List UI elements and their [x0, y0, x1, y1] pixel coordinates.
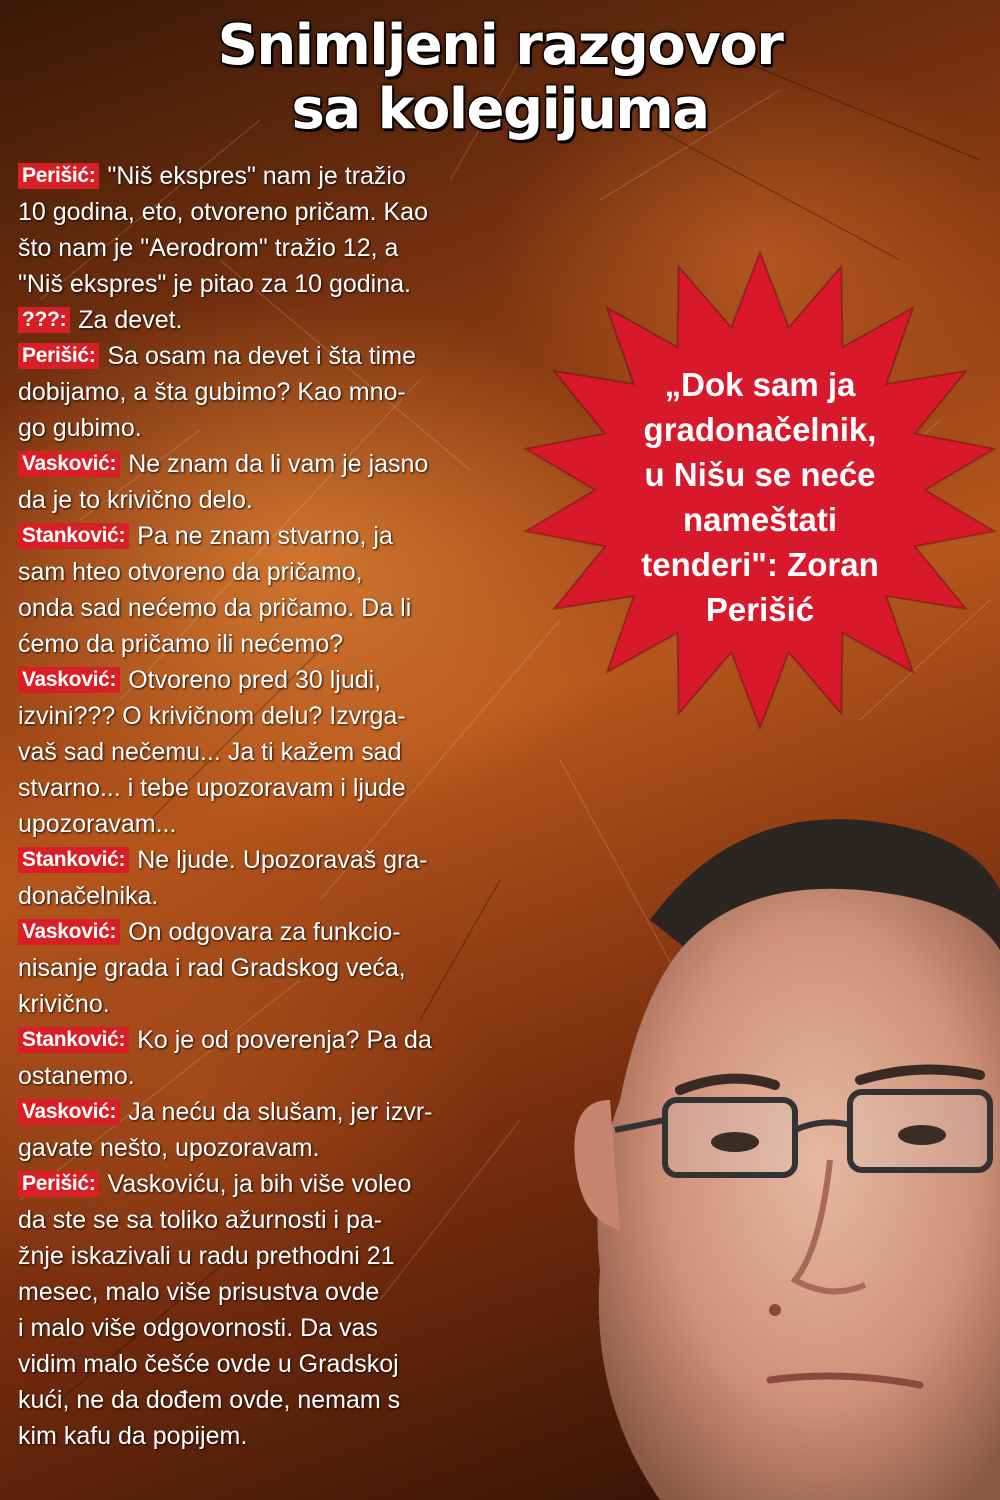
quote-line: tenderi": Zoran [641, 546, 879, 583]
transcript-line [18, 878, 530, 914]
transcript-text: Pa ne znam stvarno, ja [137, 522, 393, 550]
transcript-text: mesec, malo više prisustva ovde [18, 1278, 380, 1306]
transcript-line [18, 1166, 530, 1202]
transcript-line [18, 482, 530, 518]
transcript-text: Ne ljude. Upozoravaš gra- [137, 846, 428, 874]
transcript-line [18, 842, 530, 878]
transcript-line [18, 1418, 530, 1454]
transcript-line [18, 230, 530, 266]
speaker-label: Perišić: [18, 343, 99, 369]
transcript-line [18, 914, 530, 950]
quote-line: gradonačelnik, [643, 411, 877, 448]
transcript-text: On odgovara za funkcio- [128, 918, 401, 946]
transcript-line [18, 1202, 530, 1238]
pull-quote [560, 362, 960, 632]
transcript-line [18, 194, 530, 230]
transcript-line [18, 770, 530, 806]
speaker-label: Vasković: [18, 667, 120, 693]
quote-line: „Dok sam ja [664, 366, 856, 403]
transcript-line [18, 338, 530, 374]
transcript-line [18, 806, 530, 842]
speaker-label: Vasković: [18, 451, 120, 477]
transcript-line [18, 1274, 530, 1310]
transcript-line [18, 626, 530, 662]
transcript-text: Ja neću da slušam, jer izvr- [128, 1098, 433, 1126]
transcript-line [18, 410, 530, 446]
transcript-text: Vaskoviću, ja bih više voleo [107, 1170, 412, 1198]
transcript-line [18, 986, 530, 1022]
portrait-photo [530, 800, 1000, 1500]
transcript-text: ostanemo. [18, 1062, 135, 1090]
transcript-text: da je to krivično delo. [18, 486, 253, 514]
transcript-text: Za devet. [78, 306, 183, 334]
speaker-label: Stanković: [18, 1027, 129, 1053]
quote-line: u Nišu se neće [644, 456, 876, 493]
transcript-text: i malo više odgovornosti. Da vas [18, 1314, 378, 1342]
transcript-line [18, 734, 530, 770]
transcript-text: ćemo da pričamo ili nećemo? [18, 630, 344, 658]
transcript-text: žnje iskazivali u radu prethodni 21 [18, 1242, 395, 1270]
transcript-text: kući, ne da dođem ovde, nemam s [18, 1386, 401, 1414]
transcript-text: vidim malo češće ovde u Gradskoj [18, 1350, 399, 1378]
transcript-text: da ste se sa toliko ažurnosti i pa- [18, 1206, 383, 1234]
transcript-text: sam hteo otvoreno da pričamo, [18, 558, 363, 586]
transcript-text: Ko je od poverenja? Pa da [137, 1026, 432, 1054]
transcript-text: dobijamo, a šta gubimo? Kao mno- [18, 378, 406, 406]
transcript-text: upozoravam... [18, 810, 177, 838]
transcript-text: nisanje grada i rad Gradskog veća, [18, 954, 406, 982]
transcript-line [18, 1094, 530, 1130]
transcript [18, 158, 530, 1454]
transcript-line [18, 1058, 530, 1094]
transcript-line [18, 446, 530, 482]
speaker-label: Perišić: [18, 1171, 99, 1197]
headline-line-1: Snimljeni razgovor [217, 13, 783, 78]
transcript-text: "Niš ekspres" je pitao za 10 godina. [18, 270, 411, 298]
transcript-text: stvarno... i tebe upozoravam i ljude [18, 774, 406, 802]
transcript-line [18, 518, 530, 554]
transcript-line [18, 1130, 530, 1166]
transcript-line [18, 698, 530, 734]
transcript-text: donačelnika. [18, 882, 159, 910]
speaker-label: Stanković: [18, 523, 129, 549]
transcript-line [18, 950, 530, 986]
transcript-text: Ne znam da li vam je jasno [128, 450, 429, 478]
transcript-text: gavate nešto, upozoravam. [18, 1134, 320, 1162]
transcript-text: izvini??? O krivičnom delu? Izvrga- [18, 702, 406, 730]
transcript-text: "Niš ekspres" nam je tražio [107, 162, 406, 190]
transcript-line [18, 158, 530, 194]
quote-line: nameštati [682, 501, 838, 538]
transcript-text: Sa osam na devet i šta time [107, 342, 416, 370]
quote-line: Perišić [705, 591, 815, 628]
transcript-line [18, 374, 530, 410]
transcript-text: što nam je "Aerodrom" tražio 12, a [18, 234, 399, 262]
transcript-line [18, 662, 530, 698]
speaker-label: Vasković: [18, 1099, 120, 1125]
transcript-line [18, 1238, 530, 1274]
headline [0, 14, 1000, 142]
transcript-text: onda sad nećemo da pričamo. Da li [18, 594, 412, 622]
headline-line-2: sa kolegijuma [291, 77, 709, 142]
transcript-text: krivično. [18, 990, 110, 1018]
transcript-line [18, 554, 530, 590]
transcript-text: Otvoreno pred 30 ljudi, [128, 666, 382, 694]
transcript-text: 10 godina, eto, otvoreno pričam. Kao [18, 198, 428, 226]
speaker-label: Perišić: [18, 163, 99, 189]
speaker-label: ???: [18, 307, 70, 333]
speaker-label: Stanković: [18, 847, 129, 873]
transcript-line [18, 1022, 530, 1058]
transcript-line [18, 266, 530, 302]
transcript-line [18, 590, 530, 626]
speaker-label: Vasković: [18, 919, 120, 945]
transcript-line [18, 1310, 530, 1346]
transcript-line [18, 1346, 530, 1382]
transcript-line [18, 1382, 530, 1418]
transcript-text: go gubimo. [18, 414, 142, 442]
transcript-text: kim kafu da popijem. [18, 1422, 248, 1450]
transcript-line [18, 302, 530, 338]
transcript-text: vaš sad nečemu... Ja ti kažem sad [18, 738, 402, 766]
